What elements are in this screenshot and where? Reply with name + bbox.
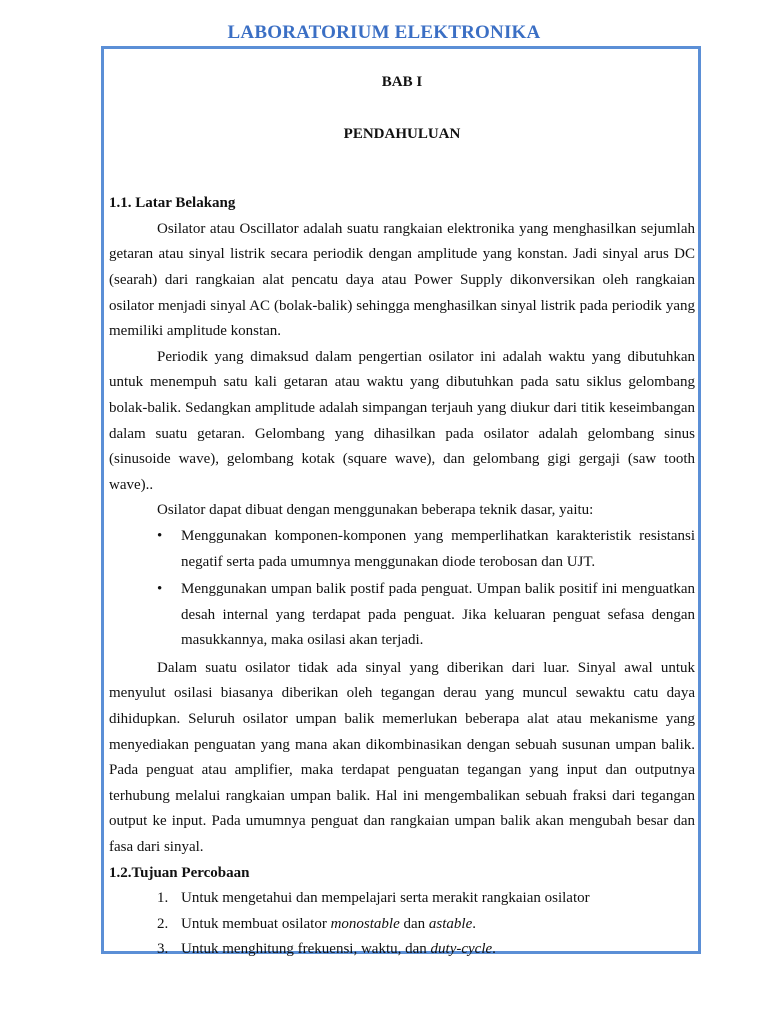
list-number: 3.	[157, 941, 169, 958]
paragraph: Osilator atau Oscillator adalah suatu rangkaian elektronika yang menghasilkan sejumlah getaran atau sinyal listrik secara periodik dengan amplitude yang konstan. Jadi sinyal arus DC (searah) dari rangkaian alat pencatu daya atau Power Supply dikonversikan oleh rangkaian osilator menjadi sinyal AC (bolak-balik) sehingga menghasilkan sinyal listrik pada periodik yang memiliki amplitude konstan.	[109, 220, 695, 340]
list-item-text: .	[472, 915, 476, 932]
list-number: 1.	[157, 890, 169, 907]
list-item	[109, 937, 695, 963]
chapter-title: PENDAHULUAN	[343, 125, 461, 142]
italic-term: monostable	[330, 915, 400, 932]
bullet-icon: •	[157, 581, 163, 598]
bullet-list	[109, 524, 695, 654]
goals-list	[109, 886, 695, 963]
paragraph: Osilator dapat dibuat dengan menggunakan beberapa teknik dasar, yaitu:	[157, 502, 594, 519]
paragraph: Periodik yang dimaksud dalam pengertian osilator ini adalah waktu yang dibutuhkan untuk menempuh satu kali getaran atau waktu yang dibutuhkan pada satu siklus gelombang bolak-balik. Sedangkan amplitude adalah simpangan terjauh yang diukur dari titik keseimbangan dalam suatu getaran. Gelombang yang dihasilkan pada osilator adalah gelombang sinus (sinusoide wave), gelombang kotak (square wave), dan gelombang gigi gergaji (saw tooth wave)..	[109, 348, 695, 493]
list-item-text: Untuk menghitung frekuensi, waktu, dan	[181, 941, 431, 958]
list-item-text: .	[492, 941, 496, 958]
page-header: LABORATORIUM ELEKTRONIKA	[227, 22, 541, 43]
list-item	[109, 886, 695, 912]
bullet-icon: •	[157, 527, 163, 544]
list-item	[109, 577, 695, 654]
list-item-text: Menggunakan komponen-komponen yang memperlihatkan karakteristik resistansi negatif serta pada umumnya menggunakan diode terobosan dan UJT.	[181, 527, 695, 570]
list-item-text: dan	[399, 915, 429, 932]
list-item	[109, 912, 695, 938]
list-item	[109, 524, 695, 575]
list-item-text: Untuk mengetahui dan mempelajari serta merakit rangkaian osilator	[181, 890, 590, 907]
list-item-text: Untuk membuat osilator	[181, 915, 331, 932]
list-number: 2.	[157, 915, 169, 932]
document-body	[109, 70, 695, 963]
italic-term: astable	[428, 915, 473, 932]
list-item-text: Menggunakan umpan balik postif pada penguat. Umpan balik positif ini menguatkan desah internal yang terdapat pada penguat. Jika keluaran penguat sefasa dengan masukkannya, maka osilasi akan terjadi.	[181, 581, 695, 649]
section-heading-tujuan-percobaan: 1.2.Tujuan Percobaan	[109, 864, 250, 881]
section-heading-latar-belakang: 1.1. Latar Belakang	[109, 195, 236, 212]
italic-term: duty-cycle	[430, 941, 493, 958]
chapter-number: BAB I	[381, 74, 423, 90]
paragraph: Dalam suatu osilator tidak ada sinyal yang diberikan dari luar. Sinyal awal untuk menyulut osilasi biasanya diberikan oleh tegangan derau yang muncul sewaktu catu daya dihidupkan. Seluruh osilator umpan balik memerlukan beberapa alat atau mekanisme yang menyediakan penguatan yang mana akan dikombinasikan dengan sebuah susunan umpan balik. Pada penguat atau amplifier, maka terdapat penguatan tegangan yang input dan outputnya terhubung melalui rangkaian umpan balik. Hal ini mengembalikan sebuah fraksi dari tegangan output ke input. Pada umumnya penguat dan rangkaian umpan balik akan mengubah besar dan fasa dari sinyal.	[109, 659, 695, 856]
